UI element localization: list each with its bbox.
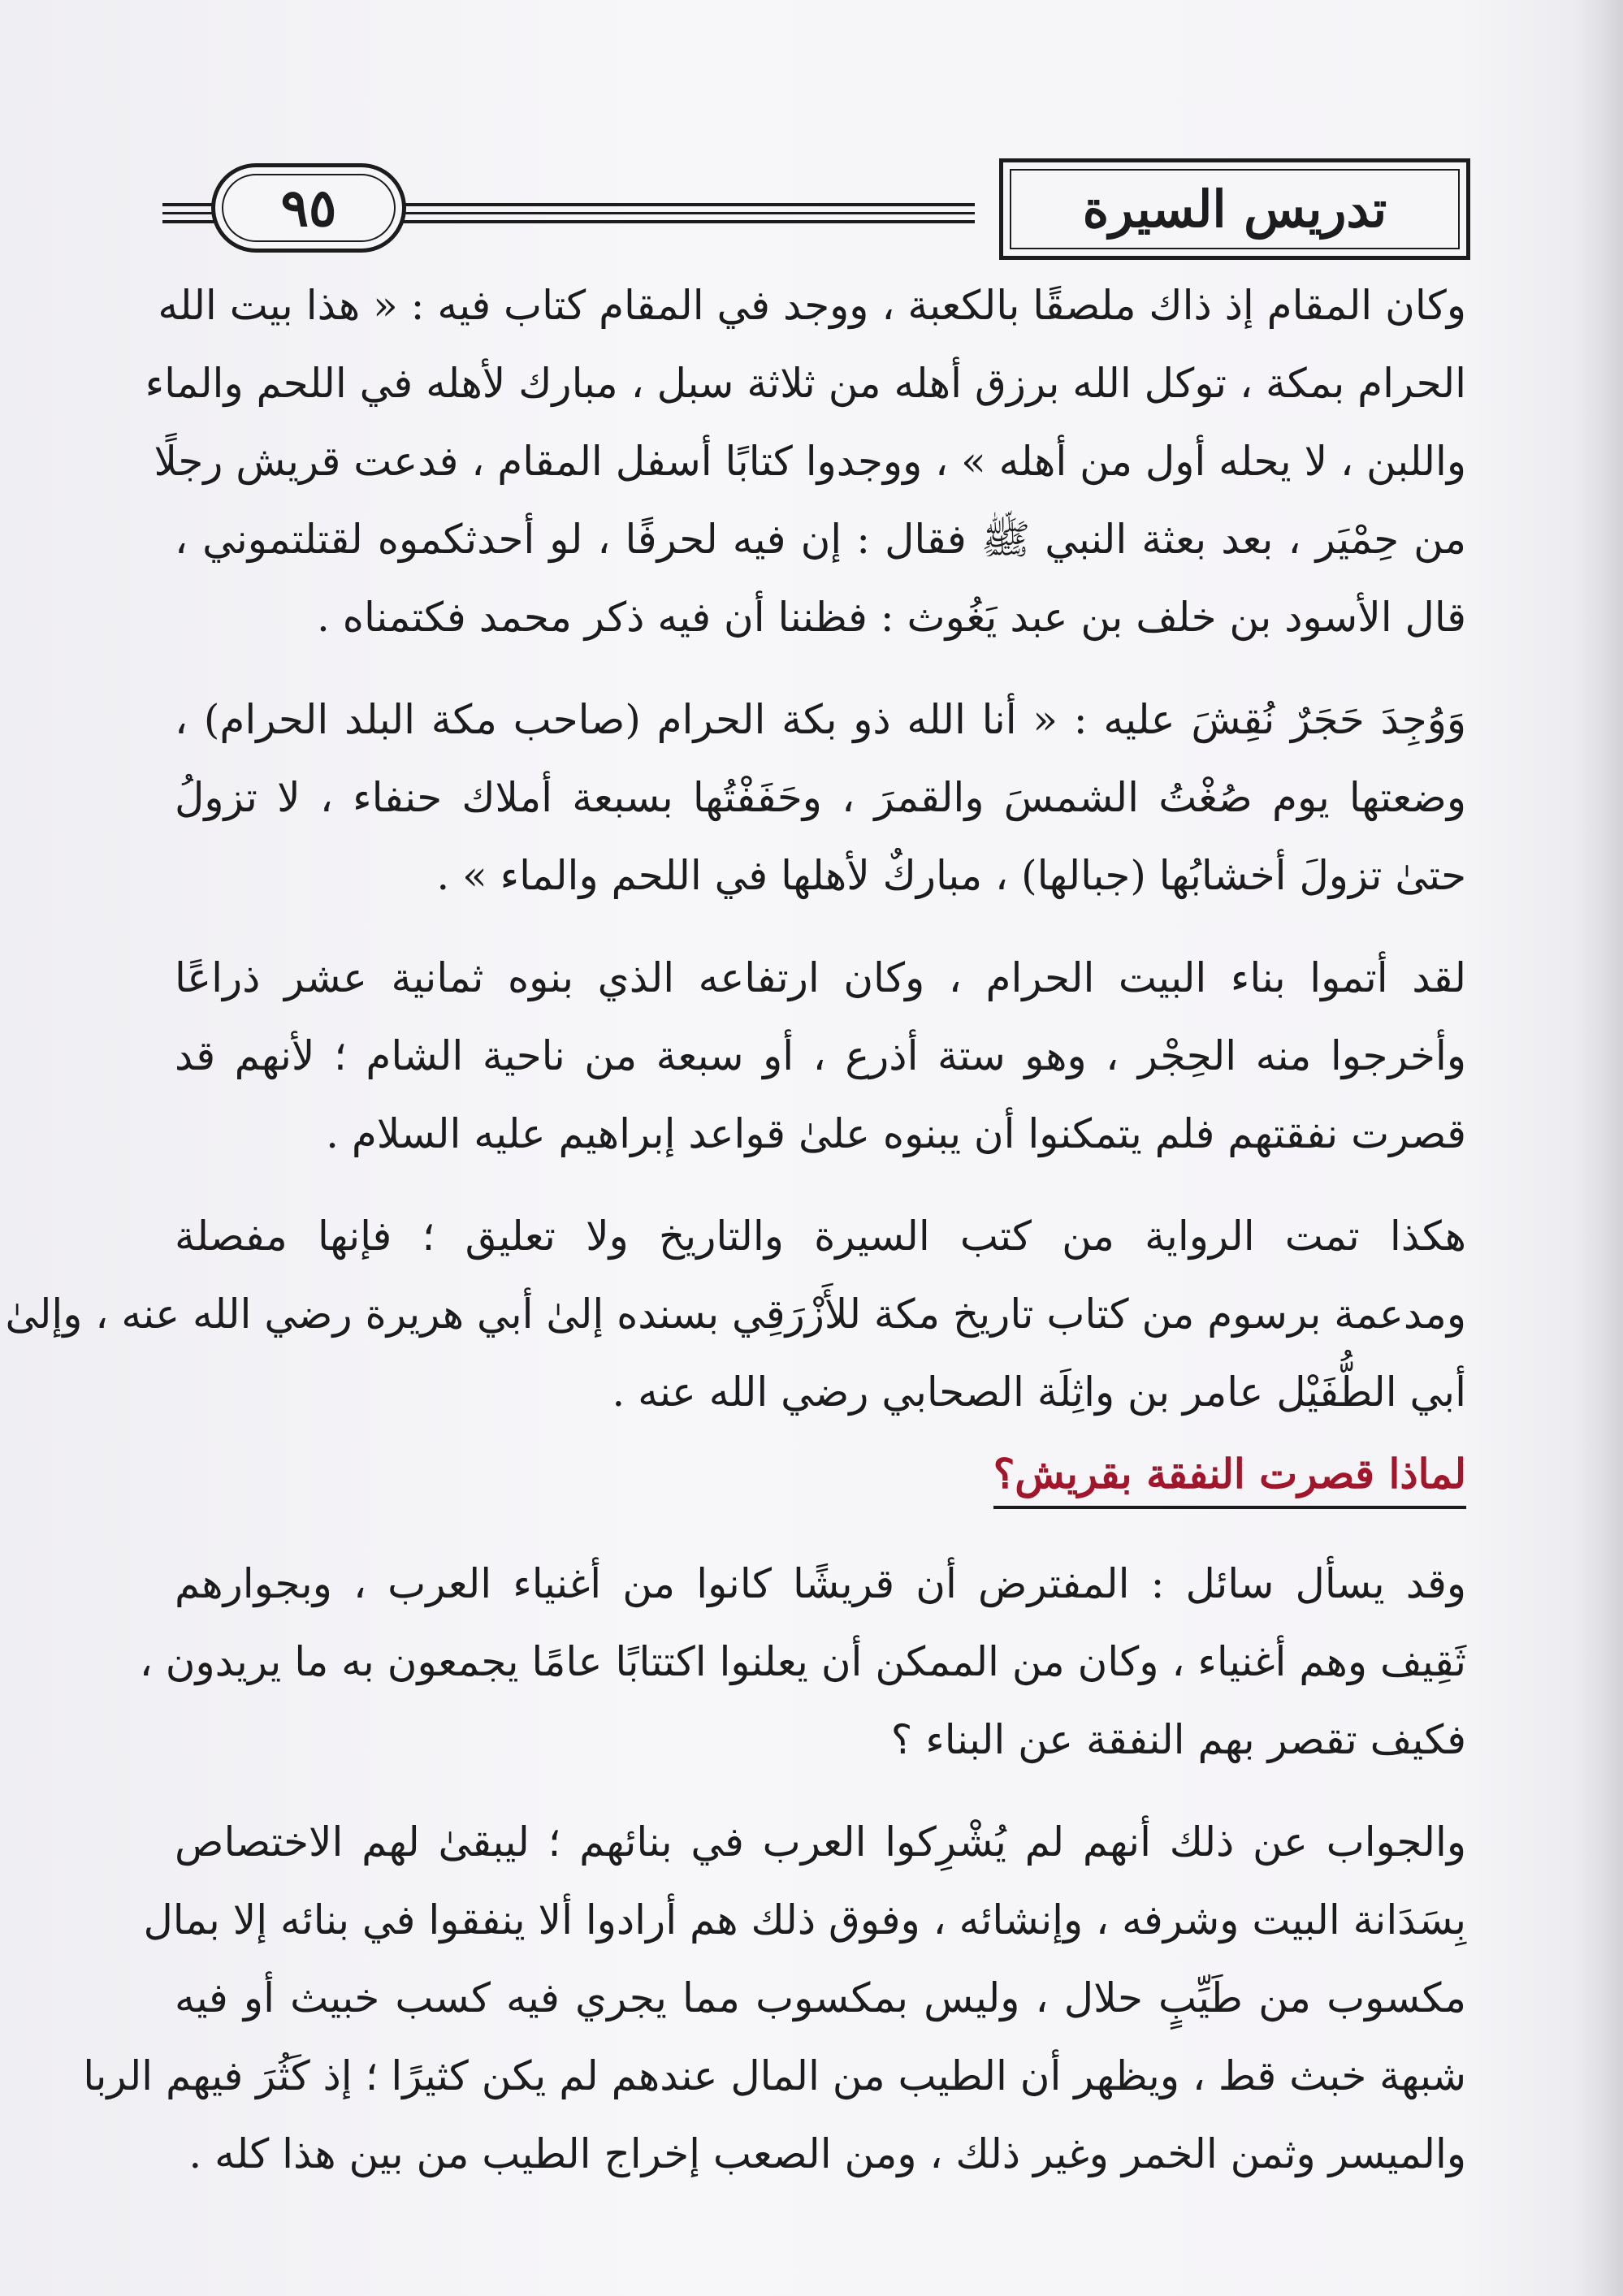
paragraph: [175, 939, 1466, 1173]
text-line: شبهة خبث قط ، ويظهر أن الطيب من المال عندهم لم يكن كثيرًا ؛ إذ كَثُرَ فيهم الربا: [83, 2052, 1466, 2099]
text-line: قصرت نفقتهم فلم يتمكنوا أن يبنوه علىٰ قواعد إبراهيم عليه السلام .: [326, 1110, 1466, 1157]
page-number: ٩٥: [280, 177, 337, 239]
paragraph: [5, 1197, 1466, 1431]
page-header: [162, 158, 1470, 260]
text-line: وقد يسأل سائل : المفترض أن قريشًا كانوا من أغنياء العرب ، وبجوارهم: [175, 1560, 1466, 1607]
page-edge: [1574, 0, 1623, 2296]
text-line: وكان المقام إذ ذاك ملصقًا بالكعبة ، ووجد في المقام كتاب فيه : « هذا بيت الله: [158, 282, 1466, 329]
section-heading: لماذا قصرت النفقة بقريش؟: [993, 1446, 1466, 1509]
text-line: بِسَدَانة البيت وشرفه ، وإنشائه ، وفوق ذلك هم أرادوا ألا ينفقوا في بنائه إلا بمال: [143, 1896, 1466, 1944]
paragraph: [175, 681, 1466, 915]
text-line: من حِمْيَر ، بعد بعثة النبي ﷺ فقال : إن فيه لحرفًا ، لو أحدثكموه لقتلتموني ،: [175, 516, 1466, 563]
book-title-frame: [999, 158, 1470, 260]
text-line: ثَقِيف وهم أغنياء ، وكان من الممكن أن يعلنوا اكتتابًا عامًا يجمعون به ما يريدون ،: [139, 1638, 1466, 1685]
text-line: لقد أتموا بناء البيت الحرام ، وكان ارتفاعه الذي بنوه ثمانية عشر ذراعًا: [175, 954, 1466, 1001]
text-line: وأخرجوا منه الحِجْر ، وهو ستة أذرع ، أو سبعة من ناحية الشام ؛ لأنهم قد: [175, 1032, 1466, 1079]
text-line: الحرام بمكة ، توكل الله برزق أهله من ثلاثة سبل ، مبارك لأهله في اللحم والماء: [145, 360, 1466, 407]
paragraph: [139, 1545, 1466, 1779]
paragraph: [145, 266, 1466, 656]
text-line: والميسر وثمن الخمر وغير ذلك ، ومن الصعب إخراج الطيب من بين هذا كله .: [188, 2130, 1466, 2177]
page-body: [5, 266, 1466, 2193]
text-line: مكسوب من طَيِّبٍ حلال ، وليس بمكسوب مما يجري فيه كسب خبيث أو فيه: [175, 1974, 1466, 2021]
page-number-frame: [211, 163, 406, 253]
paragraph: [83, 1803, 1466, 2193]
text-line: وَوُجِدَ حَجَرٌ نُقِشَ عليه : « أنا الله ذو بكة الحرام (صاحب مكة البلد الحرام) ،: [175, 696, 1466, 743]
text-line: والجواب عن ذلك أنهم لم يُشْرِكوا العرب في بنائهم ؛ ليبقىٰ لهم الاختصاص: [175, 1818, 1466, 1866]
book-title: تدريس السيرة: [1082, 179, 1387, 239]
text-line: ومدعمة برسوم من كتاب تاريخ مكة للأَزْرَقِي بسنده إلىٰ أبي هريرة رضي الله عنه ، وإلىٰ: [5, 1291, 1466, 1338]
text-line: هكذا تمت الرواية من كتب السيرة والتاريخ ولا تعليق ؛ فإنها مفصلة: [175, 1213, 1466, 1260]
text-line: وضعتها يوم صُغْتُ الشمسَ والقمرَ ، وحَفَفْتُها بسبعة أملاك حنفاء ، لا تزولُ: [175, 774, 1466, 821]
text-line: واللبن ، لا يحله أول من أهله » ، ووجدوا كتابًا أسفل المقام ، فدعت قريش رجلًا: [154, 438, 1466, 485]
text-line: فكيف تقصر بهم النفقة عن البناء ؟: [890, 1716, 1466, 1763]
text-line: حتىٰ تزولَ أخشابُها (جبالها) ، مباركٌ لأهلها في اللحم والماء » .: [436, 852, 1466, 899]
section-heading-row: [175, 1431, 1466, 1520]
text-line: قال الأسود بن خلف بن عبد يَغُوث : فظننا أن فيه ذكر محمد فكتمناه .: [316, 594, 1466, 641]
text-line: أبي الطُّفَيْل عامر بن واثِلَة الصحابي رضي الله عنه .: [612, 1369, 1466, 1416]
